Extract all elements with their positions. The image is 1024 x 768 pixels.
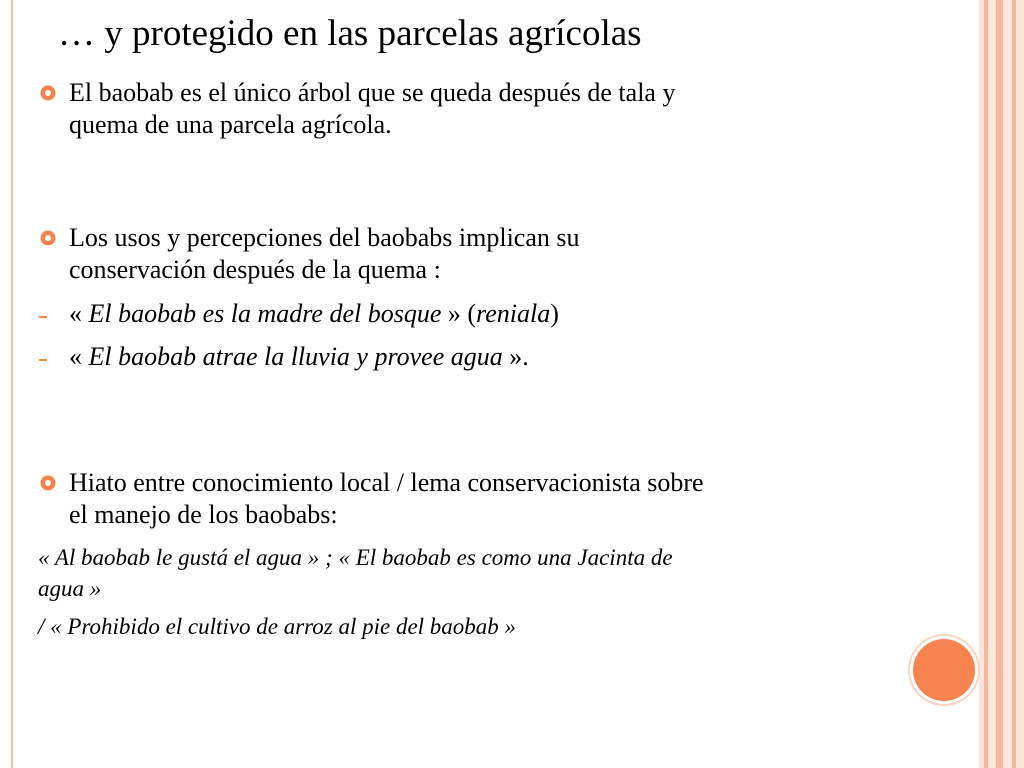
bullet-line: quema de una parcela agrícola. (69, 110, 392, 139)
slide-title: … y protegido en las parcelas agrícolas (58, 13, 642, 54)
bullet-line: el manejo de los baobabs: (69, 500, 338, 529)
bullet-line: conservación después de la quema : (69, 255, 441, 284)
bullet-line: El baobab es el único árbol que se queda después de tala y (69, 78, 676, 107)
quote-mid: » ( (441, 299, 477, 328)
sub-item-italic: reniala (476, 299, 551, 328)
bullet-item (69, 222, 949, 286)
right-stripe (1012, 0, 1016, 768)
bullet-line: Hiato entre conocimiento local / lema conservacionista sobre (69, 468, 704, 497)
quote-line: agua » (38, 576, 102, 601)
right-stripe (996, 0, 1003, 768)
quote-open: « (69, 342, 89, 371)
quote-close: ) (550, 299, 559, 328)
sub-item-italic: El baobab atrae la lluvia y provee agua (88, 342, 503, 371)
sub-item-italic: El baobab es la madre del bosque (88, 299, 442, 328)
bullet-line: Los usos y percepciones del baobabs implican su (69, 223, 580, 252)
quote-open: « (69, 299, 89, 328)
dash-bullet-icon (39, 316, 47, 318)
sun-bullet-icon (39, 84, 57, 102)
sub-item (69, 298, 559, 330)
sub-item (69, 341, 529, 373)
quote-line: « Al baobab le gustá el agua » ; « El baobab es como una Jacinta de (38, 545, 673, 570)
bullet-item (69, 467, 949, 531)
sun-bullet-icon (39, 229, 57, 247)
quote-mid: ». (502, 342, 529, 371)
bullet-item (69, 77, 949, 141)
right-stripe (984, 0, 988, 768)
decorative-circle-icon (913, 639, 975, 701)
dash-bullet-icon (39, 359, 47, 361)
quote-line: / « Prohibido el cultivo de arroz al pie del baobab » (38, 614, 517, 639)
left-divider-line (11, 0, 13, 768)
sun-bullet-icon (39, 474, 57, 492)
